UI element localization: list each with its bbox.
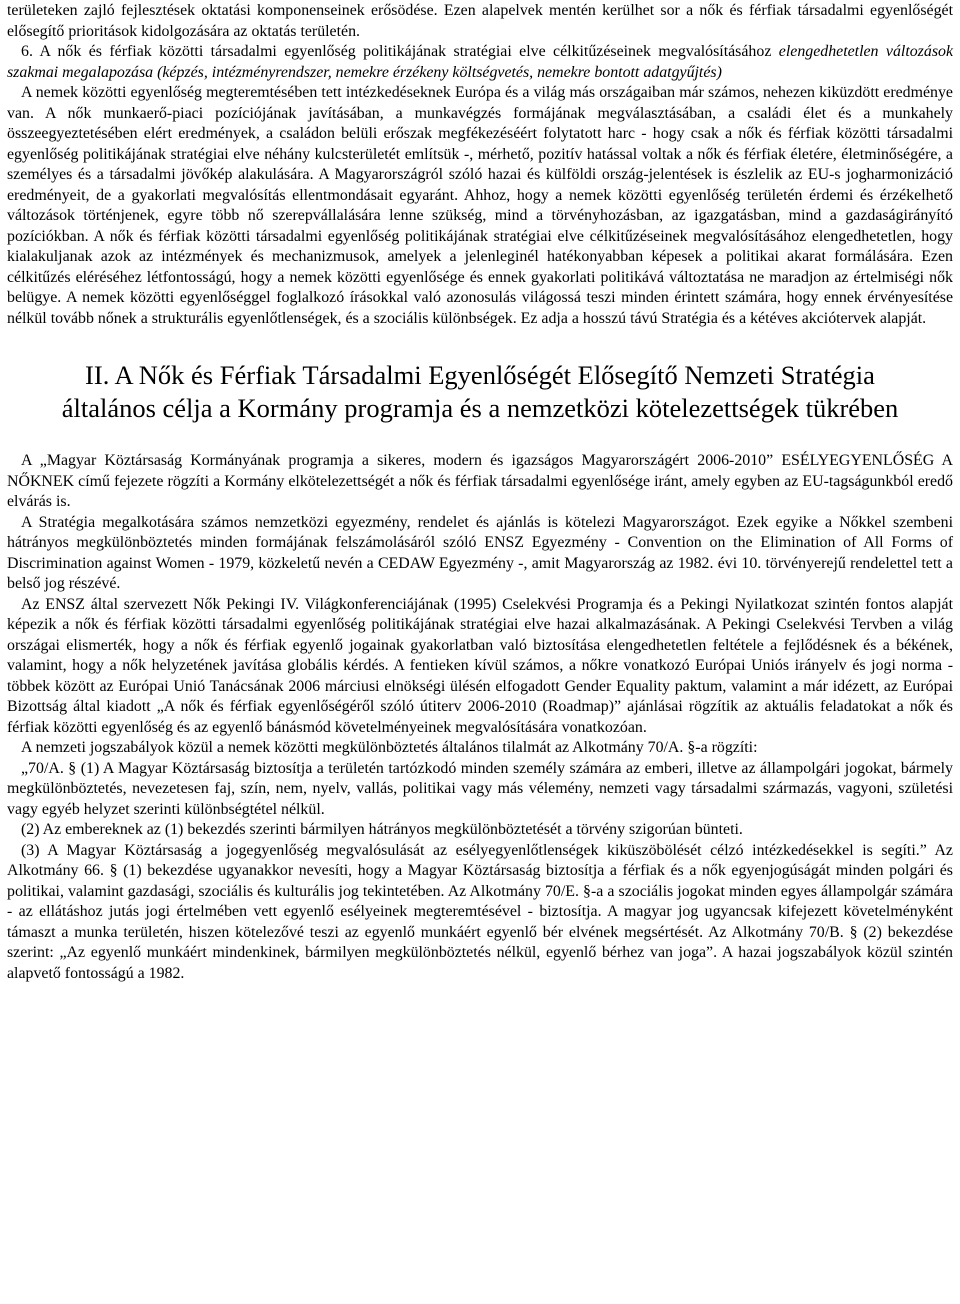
paragraph-beijing-conference: Az ENSZ által szervezett Nők Pekingi IV. Világkonferenciájának (1995) Cselekvési Programja és a Pekingi Nyilatkozat szintén fontos alapját képezik a nők és férfiak közötti társadalmi egyenlőség politikájának stratégiai elve hazai alkalmazásának. A Pekingi Cselekvési Tervben a világ országai elismerték, hogy a nők és férfiak egyenlő jogainak gyakorlatban való biztosítása elengedhetetlen feltétele a fejlődésnek és a békének, valamint, hogy a nők helyzetének javítása globális kérdés. A fentieken kívül számos, a nőkre vonatkozó Európai Uniós irányelv és jogi norma - többek között az Európai Unió Tanácsának 2006 márciusi elnökségi ülésén elfogadott Gender Equality paktum, valamint a már idézett, az Európai Bizottság által kiadott „A nők és férfiak egyenlőségéről szóló útiterv 2006-2010 (Roadmap)” ajánlásai rögzítik az aktuális feladatokat a nők és férfiak közötti egyenlőség és az egyenlő bánásmód követelményeinek megvalósítására vonatkozóan. [7, 595, 953, 736]
paragraph-gender-equality-results: A nemek közötti egyenlőség megteremtésében tett intézkedéseknek Európa és a világ más országaiban már számos, nehezen kiküzdött eredménye van. A nők munkaerő-piaci pozíciójának javításában, a munkavégzés formájának megválasztásában, a családi élet és a munkahely összeegyeztetésében elért eredmények, a családon belüli erőszak megfékezéséért folytatott harc - hogy csak a nők és férfiak közötti társadalmi egyenlőség politikájának stratégiai elve néhány kulcsterületét említsük -, mérhető, pozitív hatással voltak a nők és férfiak életére, életminőségére, a személyes és a társadalmi jövőkép alakulására. A Magyarországról szóló hazai és külföldi ország-jelentések is észlelik az EU-s jogharmonizáció eredményeit, de a gyakorlati megvalósítás ellentmondásait egyaránt. Ahhoz, hogy a nemek közötti egyenlőség területén érdemi és érzékelhető változások történjenek, egyre több nő szerepvállalására lenne szükség, mind a törvényhozásban, az igazgatásban, mind a gazdaságirányító pozíciókban. A nők és férfiak közötti társadalmi egyenlőség politikájának stratégiai elve célkitűzéseinek megvalósításához elengedhetetlen, hogy kialakuljanak azok az intézmények és mechanizmusok, amelyek a jelenleginél hatékonyabban képesek a politikai akarat formálására. Ezen célkitűzés eléréséhez létfontosságú, hogy a nemek közötti egyenlősége és ennek gyakorlati politikává változtatása ne maradjon az értelmiségi nők belügye. A nemek közötti egyenlőséggel foglalkozó írásokkal való azonosulás világossá teszi minden érintett számára, hogy ennek érvényesítése nélkül tovább nőnek a strukturális egyenlőtlenségek, és a szociális különbségek. Ez adja a hosszú távú Stratégia és a kétéves akciótervek alapját. [7, 84, 953, 327]
point-6-text: 6. A nők és férfiak közötti társadalmi egyenlőség politikájának stratégiai elve célkitűzéseinek megvalósításához [21, 43, 772, 60]
paragraph-constitution-70a-2: (2) Az embereknek az (1) bekezdés szerinti bármilyen hátrányos megkülönböztetését a törvény szigorúan bünteti. [21, 821, 743, 838]
paragraph-international-conventions: A Stratégia megalkotására számos nemzetközi egyezmény, rendelet és ajánlás is kötelezi Magyarországot. Ezek egyike a Nőkkel szembeni hátrányos megkülönböztetés minden formájának felszámolásáról szóló ENSZ Egyezmény - Convention on the Elimination of All Forms of Discrimination against Women - 1979, közkeletű nevén a CEDAW Egyezmény -, amit Magyarország az 1982. évi 10. törvényerejű rendelettel tett a belső jog részévé. [7, 513, 953, 592]
paragraph-constitution-intro: A nemzeti jogszabályok közül a nemek közötti megkülönböztetés általános tilalmát az Alkotmány 70/A. §-a rögzíti: [21, 739, 758, 756]
point-6-italic-text: elengedhetetlen változások szakmai megalapozása (képzés, intézményrendszer, nemekre érzékeny költségvetés, nemekre bontott adatgyűjtés) [7, 43, 953, 81]
paragraph-government-program: A „Magyar Köztársaság Kormányának programja a sikeres, modern és igazságos Magyarországért 2006-2010” ESÉLYEGYENLŐSÉG A NŐKNEK című fejezete rögzíti a Kormány elkötelezettségét a nők és férfiak társadalmi egyenlősége iránt, amely egyben az EU-tagságunkból eredő elvárás is. [7, 452, 953, 510]
paragraph-intro: területeken zajló fejlesztések oktatási komponenseinek erősödése. Ezen alapelvek mentén kerülhet sor a nők és férfiak társadalmi egyenlőségét elősegítő prioritások kidolgozására az oktatás területén. [7, 2, 953, 40]
section-heading-line-1: II. A Nők és Férfiak Társadalmi Egyenlőségét Elősegítő Nemzeti Stratégia [85, 360, 875, 390]
paragraph-constitution-70a-3: (3) A Magyar Köztársaság a jogegyenlőség megvalósulását az esélyegyenlőtlenségek kiküszöbölését célzó intézkedésekkel is segíti.” Az Alkotmány 66. § (1) bekezdése ugyanakkor nevesíti, hogy a Magyar Köztársaság biztosítja a férfiak és a nők egyenjogúságát minden polgári és politikai, valamint gazdasági, szociális és kulturális jog tekintetében. Az Alkotmány 70/E. §-a a szociális jogokat minden egyes állampolgár számára - az ellátáshoz jutás jogi értelmében vett egyenlő esélyeinek megteremtésével - biztosítja. A magyar jog ugyancsak kifejezett követelményként támaszt a munka területén, hiszen kötelezővé teszi az egyenlő munkáért egyenlő bér elvének megsértését. Az Alkotmány 70/B. § (2) bekezdése szerint: „Az egyenlő munkáért mindenkinek, bármilyen megkülönböztetés nélkül, egyenlő bérhez van joga”. A hazai jogszabályok közül szintén alapvető fontosságú a 1982. [7, 841, 953, 982]
section-heading-ii [7, 359, 953, 425]
paragraph-constitution-70a-1: „70/A. § (1) A Magyar Köztársaság biztosítja a területén tartózkodó minden személy számára az emberi, illetve az állampolgári jogokat, bármely megkülönböztetés, nevezetesen faj, szín, nem, nyelv, vallás, politikai vagy más vélemény, nemzeti vagy társadalmi származás, vagyoni, születési vagy egyéb helyzet szerinti különbségtétel nélkül. [7, 759, 953, 818]
paragraph-point-6 [7, 42, 953, 83]
section-heading-line-2: általános célja a Kormány programja és a nemzetközi kötelezettségek tükrében [61, 393, 899, 423]
